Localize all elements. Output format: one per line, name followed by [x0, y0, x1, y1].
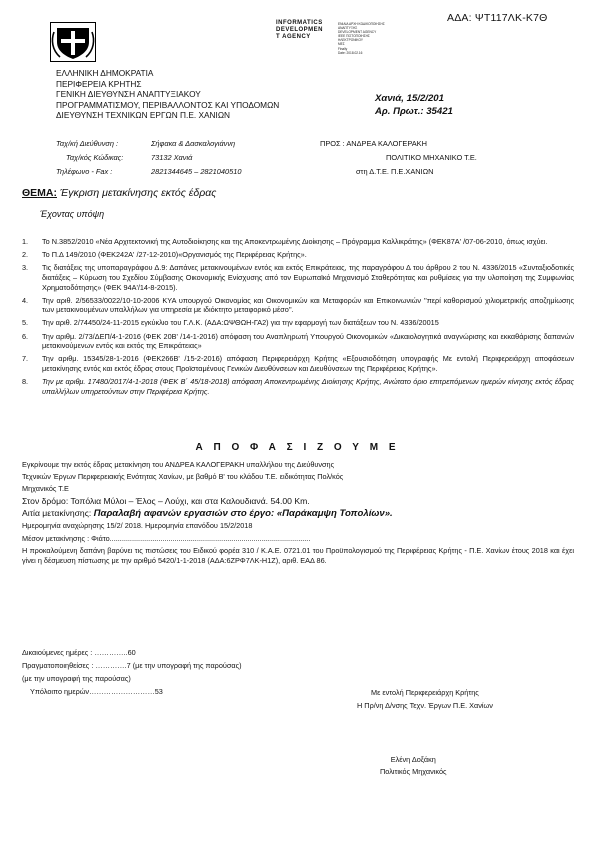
logo-small-line: Finally [338, 46, 348, 51]
list-item-text: Τις διατάξεις της υποπαραγράφου Δ.9: Δαπάνες μετακινουμένων εντός και εκτός Επικράτειας, της παραγράφου Δ του άρθρου 2 του Ν. 4336/2015 «Συνταξιοδοτικές διατάξεις – Κύρωση του Σχεδίου Σύμβασης Οικονομικής Ενίσχυσης από τον Ευρωπαϊκό Μηχανισμό Σταθερότητας και ρυθμίσεις για την υλοποίηση της Συμφωνίας Χρηματοδότησης» (ΦΕΚ 94Α'/14-8-2015). [42, 263, 574, 292]
logo-small-line: ΙΕΕΕ ΠΙΣΤΟΠΟΙΗΣΗΣ [338, 34, 370, 39]
recipient-to: ΠΡΟΣ : ΑΝΔΡΕΑ ΚΑΛΟΓΕΡΑΚΗ [320, 139, 427, 148]
days-remaining: Υπόλοιπο ημερών………………………53 [30, 687, 163, 696]
postcode-value: 73132 Χανιά [151, 153, 193, 162]
list-item-number: 7. [22, 354, 29, 364]
decision-line: Τεχνικών Έργων Περιφερειακής Ενότητας Χανίων, με βαθμό Β' του κλάδου Τ.Ε. ειδικότητας Πολ/κός [22, 472, 344, 482]
list-item-number: 5. [22, 318, 29, 328]
authority-line: ΓΕΝΙΚΗ ΔΙΕΥΘΥΝΣΗ ΑΝΑΠΤΥΞΙΑΚΟΥ [56, 89, 201, 99]
list-item [22, 263, 574, 292]
logo-line: DEVELOPMEN [276, 27, 324, 34]
list-item [22, 250, 574, 260]
route-label: Στον δρόμο: [22, 496, 71, 507]
signatory-name: Ελένη Δοξάκη [390, 755, 436, 764]
logo-line: INFORMATICS [276, 20, 323, 26]
list-item-text: Την αριθ. 2/56533/0022/10-10-2006 ΚΥΑ υπουργού Οικονομίας και Οικονομικών και Μεταφορών και Επικοινωνιών ''περί καθορισμού χιλιομετρικής αποζημίωσης των μετακινουμένων υπαλλήλων για υπηρεσία με ιδιόκτητο μεταφορικό μέσο''. [42, 295, 574, 315]
signatory [380, 754, 447, 778]
list-item-number: 3. [22, 263, 29, 273]
list-item-number: 1. [22, 237, 29, 246]
subject-label: ΘΕΜΑ: [22, 187, 57, 199]
list-item-number: 8. [22, 377, 29, 387]
place-date: Χανιά, 15/2/201 [375, 93, 444, 104]
list-item-number: 6. [22, 331, 29, 341]
logo-small-line: ΜΕΣ [338, 42, 345, 47]
transport-means: Μέσον μετακίνησης : Φιάτο................................................................................................... [22, 533, 311, 543]
list-item [22, 237, 574, 247]
reason-line [22, 507, 574, 520]
authority-line: ΔΙΕΥΘΥΝΣΗ ΤΕΧΝΙΚΩΝ ΕΡΓΩΝ Π.Ε. ΧΑΝΙΩΝ [56, 110, 231, 120]
subject-text: Έγκριση μετακίνησης εκτός έδρας [57, 187, 217, 199]
protocol-number: Αρ. Πρωτ.: 35421 [375, 106, 453, 117]
logo-small-line: ΗΛΕΚΤΡΟΝΙΚΟΥ [338, 38, 363, 43]
signature-line: Με εντολή Περιφερειάρχη Κρήτης [371, 688, 479, 697]
authority-line: ΕΛΛΗΝΙΚΗ ΔΗΜΟΚΡΑΤΙΑ [56, 68, 154, 78]
address-row [56, 137, 241, 151]
route-value: Τοπόλια Μύλοι – Έλος – Λούχι, και στα Καλουδιανά. 54.00 Km. [70, 496, 310, 507]
list-item-text: Την αριθ. 2/74450/24-11-2015 εγκύκλιο του Γ.Λ.Κ. (ΑΔΑ:ΩΨΘΩΗ-ΓΑ2) για την εφαρμογή των διατάξεων του Ν. 4336/20015 [42, 318, 439, 328]
reason-label: Αιτία μετακίνησης: [22, 508, 94, 519]
route-line [22, 495, 574, 507]
days-summary [22, 646, 242, 698]
legal-references [22, 237, 574, 400]
recipient-title: ΠΟΛΙΤΙΚΟ ΜΗΧΑΝΙΚΟ Τ.Ε. [386, 153, 477, 162]
list-item-text: Την αριθμ. 2/73/ΔΕΠ/4-1-2016 (ΦΕΚ 20Β' /14-1-2016) απόφαση του Αναπληρωτή Υπουργού Οικονομικών «Δικαιολογητικά αναγνώρισης και εκκαθάρισης δαπανών μετακινούμενων εντός και εκτός της Επικράτειας» [42, 331, 574, 351]
logo-small-line: Date: 2018.02.16 [338, 50, 363, 55]
phone-value: 2821344645 – 2821040510 [151, 167, 242, 176]
authority-line: ΠΡΟΓΡΑΜΜΑΤΙΣΜΟΥ, ΠΕΡΙΒΑΛΛΟΝΤΟΣ ΚΑΙ ΥΠΟΔΟΜΩΝ [56, 99, 280, 110]
list-item [22, 354, 574, 373]
recipient-block [320, 137, 477, 179]
subject-line [22, 187, 216, 199]
address-value: Σήφακα & Δασκαλογιάννη [151, 139, 236, 148]
logo-line: T AGENCY [276, 34, 311, 41]
list-item [22, 332, 574, 351]
place-date-block [375, 92, 453, 118]
reason-value: Παραλαβή αφανών εργασιών στο έργο: «Παράκαμψη Τοπολίων». [93, 508, 393, 520]
list-item-text: Την με αριθμ. 17480/2017/4-1-2018 (ΦΕΚ Β΄ 45/18-2018) απόφαση Αποκεντρωμένης Διοίκησης Κρήτης, Ανώτατο όριο επιτρεπόμενων ημερών κίνησης εκτός έδρας υπαλλήλων υπηρετούντων στην Περιφέρεια Κρήτης. [42, 377, 574, 396]
having-regard: Έχοντας υπόψη [40, 209, 105, 219]
list-item-number: 4. [22, 295, 29, 305]
list-item [22, 296, 574, 315]
phone-row [56, 165, 241, 179]
decision-body [22, 459, 574, 566]
coat-of-arms-icon [50, 22, 96, 62]
list-item [22, 377, 574, 396]
issuing-authority [56, 68, 279, 121]
list-item [22, 318, 574, 328]
days-entitled: Δικαιούμενες ημέρες : …………..60 [22, 648, 136, 657]
travel-dates: Ημερομηνία αναχώρησης 15/2/ 2018. Ημερομηνία επανόδου 15/2/2018 [22, 521, 253, 531]
logo-small-line: ΕΝΙΑΙΑ ΑΡΧΗ ΚΩΔΙΚΟΠΟΙΗΣΗΣ [338, 22, 385, 26]
list-item-text: Το Π.Δ 149/2010 (ΦΕΚ242Α' /27-12-2010)«Οργανισμός της Περιφέρειας Κρήτης». [42, 250, 307, 260]
ada-code: ΑΔΑ: ΨΤ117ΛΚ-Κ7Θ [447, 12, 548, 24]
decision-line: Εγκρίνουμε την εκτός έδρας μετακίνηση του ΑΝΔΡΕΑ ΚΑΛΟΓΕΡΑΚΗ υπαλλήλου της Διεύθυνσης [22, 460, 335, 469]
decision-heading: Α Π Ο Φ Α Σ Ι Ζ Ο Υ Μ Ε [195, 442, 400, 453]
signature-authority [357, 686, 493, 712]
days-note: (με την υπογραφή της παρούσας) [22, 674, 131, 683]
budget-paragraph: Η προκαλούμενη δαπάνη βαρύνει τις πιστώσεις του Ειδικού φορέα 310 / Κ.Α.Ε. 0721.01 του Προϋπολογισμού της Περιφέρειας Κρήτης - Π.Ε. Χανίων έτους 2018 και έχει γίνει η δέσμευση πίστωσης με την αριθμό 5420/1-1-2018 (ΑΔΑ:6ΖΡΦ7ΛΚ-Η1Ζ), αριθ. ΕΑΔ 86. [22, 545, 574, 565]
days-executed: Πραγματοποιηθείσες : ………….7 (με την υπογραφή της παρούσας) [22, 661, 242, 670]
postcode-label: Ταχ/κός Κώδικας: [66, 153, 124, 162]
signature-line: Η Πρ/νη Δ/νσης Τεχν. Έργων Π.Ε. Χανίων [357, 701, 493, 710]
logo-small-line: DEVELOPMENT AGENCY [338, 30, 377, 35]
contact-details [56, 137, 241, 179]
list-item-number: 2. [22, 250, 29, 260]
recipient-location: στη Δ.Τ.Ε. Π.Ε.ΧΑΝΙΩΝ [356, 167, 434, 176]
agency-logo-small-text [338, 22, 385, 55]
logo-small-line: ΑΝΑΠΤΥΞΗΣ [338, 26, 358, 31]
decision-line: Μηχανικός Τ.Ε [22, 484, 69, 494]
list-item-text: Το Ν.3852/2010 «Νέα Αρχιτεκτονική της Αυτοδιοίκησης και της Αποκεντρωμένης Διοίκησης – Πρόγραμμα Καλλικράτης» (ΦΕΚ87Α' /07-06-2010, όπως ισχύει. [42, 237, 548, 246]
phone-label: Τηλέφωνο - Fax : [56, 167, 113, 176]
authority-line: ΠΕΡΙΦΕΡΕΙΑ ΚΡΗΤΗΣ [56, 78, 142, 89]
signatory-title: Πολιτικός Μηχανικός [380, 767, 447, 776]
postcode-row [56, 151, 241, 165]
address-label: Ταχ/κή Διεύθυνση : [56, 139, 119, 148]
list-item-text: Την αριθμ. 15345/28-1-2016 (ΦΕΚ266Β' /15-2-2016) απόφαση Περιφερειάρχη Κρήτης «Εξουσιοδότηση υπογραφής Με εντολή Περιφερειάρχη αποφάσεων μετακίνησης εντός και εκτός έδρας στους Προϊσταμένους Γενικών Διευθύνσεων και Διευθύνσεων της Περιφέρειας Κρήτης». [42, 354, 574, 374]
agency-logo [276, 20, 323, 42]
